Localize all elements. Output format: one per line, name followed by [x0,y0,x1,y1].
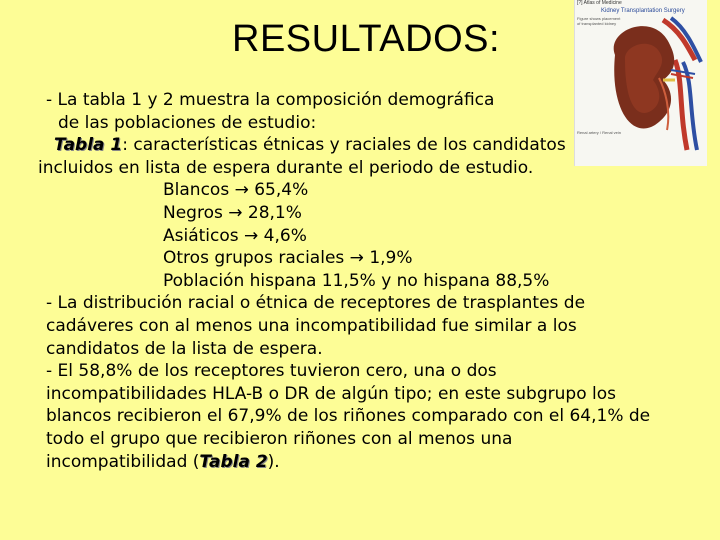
thumbnail-note-top: Figure shows placement of transplanted kidney [577,16,621,26]
paragraph-1-line-3 [46,134,658,157]
table-2-label: Tabla 2 [199,451,268,472]
paragraph-3-end: ). [267,451,280,472]
thumbnail-caption: [?] Atlas of Medicine [577,0,622,6]
list-item: Asiáticos → 4,6% [163,225,307,246]
list-item: Blancos → 65,4% [163,180,309,201]
thumbnail-subtitle: Kidney Transplantation Surgery [601,8,685,14]
table-1-label: Tabla 1 [54,135,123,156]
table-1-description: : características étnicas y raciales de los candidatos [122,135,566,156]
thumbnail-note-bottom: Renal artery / Renal vein [577,130,622,135]
paragraph-2: - La distribución racial o étnica de receptores de trasplantes de cadáveres con al menos una incompatibilidad fue similar a los candidatos de la lista de espera. [46,293,586,359]
slide-title: RESULTADOS: [232,18,501,60]
list-item: Otros grupos raciales → 1,9% [163,248,413,269]
paragraph-1-line-1: - La tabla 1 y 2 muestra la composición demográfica [46,90,495,110]
paragraph-3-text: - El 58,8% de los receptores tuvieron cero, una o dos incompatibilidades HLA-B o DR de algún tipo; en este subgrupo los blancos recibieron el 67,9% de los riñones comparado con el 64,1% de todo el grupo que recibieron riñones con al menos una incompatibilidad ( [46,361,651,472]
results-text [38,89,658,473]
paragraph-3 [46,360,658,473]
paragraph-1-line-2: de las poblaciones de estudio: [58,112,317,133]
list-item: Negros → 28,1% [163,202,302,223]
paragraph-1-line-4: incluidos en lista de espera durante el periodo de estudio. [38,157,534,178]
demographics-list [46,179,658,292]
list-item: Población hispana 11,5% y no hispana 88,5% [163,270,550,291]
